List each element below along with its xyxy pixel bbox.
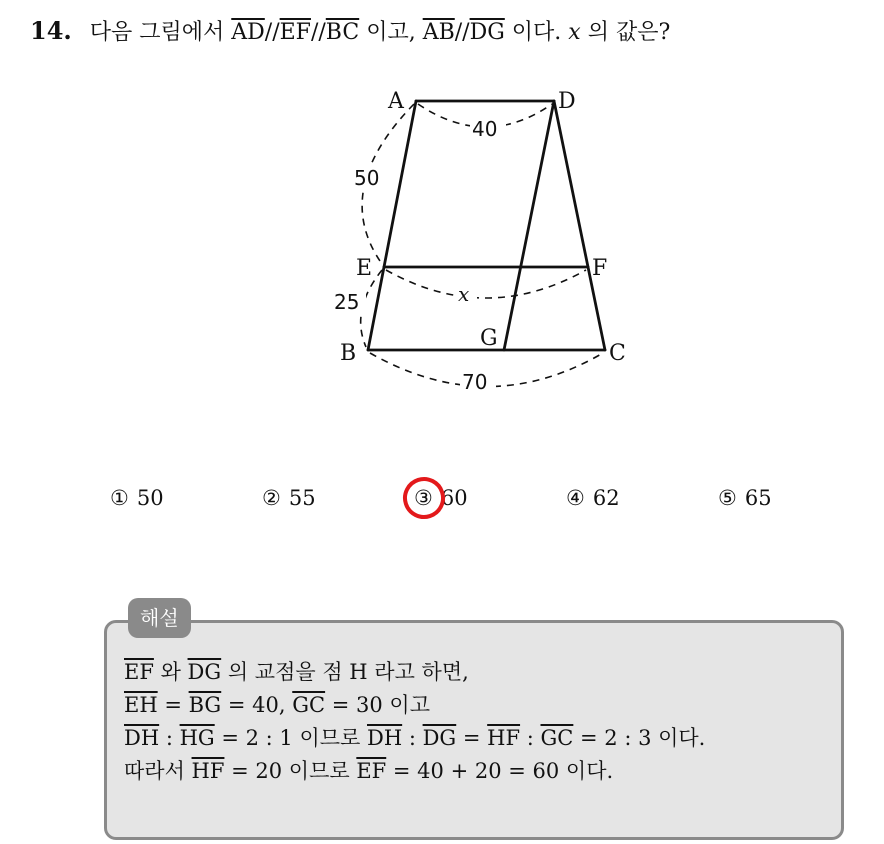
length-eb-label: 25	[334, 290, 360, 314]
sol2-seg-bg: $\overline{BG}$	[188, 693, 222, 717]
choice-1-symbol: ①	[110, 486, 129, 510]
sol3-t4: =	[456, 726, 488, 750]
parallel-1: //	[264, 20, 280, 45]
question-number: 14.	[30, 16, 72, 45]
sol4-seg-hf: $\overline{HF}$	[191, 759, 225, 783]
length-ae-label: 50	[354, 166, 380, 190]
length-ef-label: x	[458, 282, 470, 306]
choice-1[interactable]	[110, 486, 164, 510]
sol1-t2: 의 교점을 점 H 라고 하면,	[221, 660, 469, 684]
sol4-seg-ef: $\overline{EF}$	[356, 759, 387, 783]
solution-tag: 해설	[128, 598, 191, 638]
length-ad-label: 40	[472, 117, 498, 141]
parallel-3: //	[454, 20, 470, 45]
sol2-t3: = 30 이고	[325, 693, 431, 717]
sol3-seg-hf: $\overline{HF}$	[487, 726, 521, 750]
choice-4-symbol: ④	[566, 486, 585, 510]
segment-bc: $\overline{BC}$	[325, 20, 360, 45]
sol3-seg-dh: $\overline{DH}$	[124, 726, 160, 750]
solution-line-1	[124, 656, 834, 689]
question-mid: 이고,	[359, 20, 423, 45]
solution-line-2	[124, 689, 834, 722]
length-bc-label: 70	[462, 370, 488, 394]
choice-5[interactable]	[718, 486, 772, 510]
choice-2-symbol: ②	[262, 486, 281, 510]
point-f-label: F	[592, 256, 608, 281]
variable-x: x	[568, 20, 581, 45]
correct-answer-circle-mark	[398, 472, 451, 525]
sol3-seg-dg: $\overline{DG}$	[422, 726, 457, 750]
sol2-t2: = 40,	[221, 693, 293, 717]
arc-ef	[386, 270, 586, 298]
sol3-seg-gc: $\overline{GC}$	[540, 726, 574, 750]
point-b-label: B	[340, 341, 357, 366]
sol3-seg-hg: $\overline{HG}$	[179, 726, 215, 750]
sol2-seg-eh: $\overline{EH}$	[124, 693, 158, 717]
sol4-t1: = 20 이므로	[224, 759, 357, 783]
question-prefix: 다음 그림에서	[89, 20, 232, 45]
parallel-2: //	[310, 20, 326, 45]
point-e-label: E	[356, 256, 373, 281]
choice-2-value: 55	[288, 486, 316, 510]
point-g-label: G	[480, 326, 498, 351]
sol3-seg-dh2: $\overline{DH}$	[367, 726, 403, 750]
choice-2[interactable]	[262, 486, 316, 510]
solution-text	[124, 656, 834, 788]
question-suffix: 의 값은?	[580, 20, 671, 45]
sol3-t3: :	[402, 726, 423, 750]
point-d-label: D	[558, 89, 576, 114]
sol3-t2: = 2 : 1 이므로	[214, 726, 367, 750]
choice-3-value: 60	[440, 486, 468, 510]
sol1-seg-dg: $\overline{DG}$	[187, 660, 222, 684]
sol3-t6: = 2 : 3 이다.	[573, 726, 706, 750]
segment-ab: $\overline{AB}$	[422, 20, 455, 45]
segment-dc-line	[554, 101, 608, 350]
sol1-t1: 와	[153, 660, 188, 684]
segment-ad: $\overline{AD}$	[231, 20, 265, 45]
choice-4-value: 62	[592, 486, 620, 510]
segment-ef: $\overline{EF}$	[279, 20, 311, 45]
choice-3-symbol: ③	[414, 486, 433, 510]
segment-ab-line	[368, 101, 416, 350]
sol3-t1: :	[159, 726, 180, 750]
point-a-label: A	[388, 89, 404, 114]
point-c-label: C	[609, 341, 626, 366]
sol2-t1: =	[157, 693, 189, 717]
sol4-t2: = 40 + 20 = 60 이다.	[386, 759, 614, 783]
choice-5-symbol: ⑤	[718, 486, 737, 510]
sol4-t0: 따라서	[124, 759, 192, 783]
sol1-seg-ef: $\overline{EF}$	[124, 660, 154, 684]
segment-dg-line	[504, 101, 554, 350]
answer-choices	[110, 486, 810, 516]
solution-line-3	[124, 722, 834, 755]
sol3-t5: :	[520, 726, 541, 750]
question-mid2: 이다.	[504, 20, 569, 45]
segment-dg: $\overline{DG}$	[469, 20, 505, 45]
choice-4[interactable]	[566, 486, 620, 510]
solution-line-4	[124, 755, 834, 788]
sol2-seg-gc: $\overline{GC}$	[292, 693, 326, 717]
choice-5-value: 65	[744, 486, 772, 510]
choice-1-value: 50	[136, 486, 164, 510]
